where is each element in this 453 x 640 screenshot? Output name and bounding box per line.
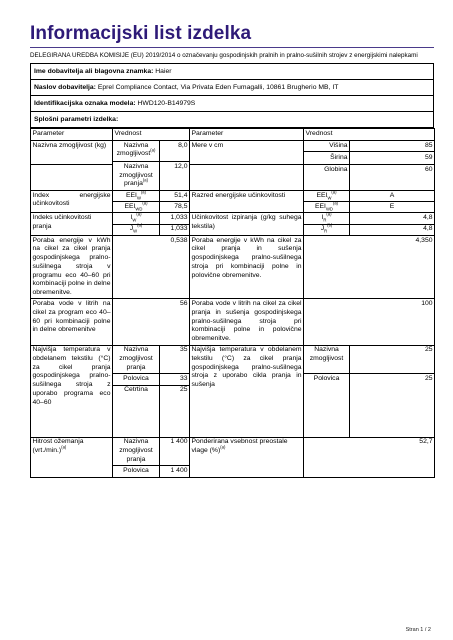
water-label: Poraba vode v litrih na cikel za program eco 40–60 pri kombinaciji polne in delne obremenitve: [31, 299, 113, 345]
spin-half-label: Polovica: [113, 466, 160, 477]
temp-half-label: Polovica: [113, 374, 160, 385]
jw-value: 1,033: [160, 224, 190, 235]
spin-rated-value: 1 400: [160, 437, 190, 466]
temp-rated-label: Nazivna zmogljivost pranja: [113, 345, 160, 374]
depth-label: Globina: [304, 164, 350, 190]
document-title: Informacijski list izdelka: [30, 23, 252, 44]
rinse-label: Učinkovitost izpiranja (g/kg suhega tekstila): [190, 213, 304, 236]
model-value: HWD120-B14979S: [137, 99, 196, 107]
ir-value: 4,8: [350, 213, 435, 224]
address-row: [31, 80, 434, 96]
iw-label: $I_W^{(a)}$: [113, 213, 160, 224]
document-page: [30, 22, 436, 478]
spin-rated-label: Nazivna zmogljivost pranja: [113, 437, 160, 466]
supplier-value: Haier: [155, 67, 172, 75]
washing-index-label: Indeks učinkovitosti pranja: [31, 213, 113, 236]
supplier-row: [31, 64, 434, 80]
class-wd-value: E: [350, 202, 435, 213]
header-value1: Vrednost: [113, 129, 190, 140]
eei-w-value: 51,4: [160, 190, 190, 201]
general-params-label: Splošni parametri izdelka:: [31, 112, 434, 128]
capacity-label: Nazivna zmogljivost (kg): [31, 140, 113, 164]
spin-half-value: 1 400: [160, 466, 190, 477]
temp-wd-half-label: Polovica: [304, 374, 350, 437]
eei-wd-label: $EEI_{WD}^{(a)}$: [113, 202, 160, 213]
ir-label: $I_R^{(a)}$: [304, 213, 350, 224]
capacity-spacer: [31, 164, 113, 190]
spin-label: Hitrost ožemanja $(vrt./\min.)^{(a)}$: [31, 437, 113, 477]
temp-quarter-label: Četrtina: [113, 385, 160, 437]
jw-label: $J_W^{(a)}$: [113, 224, 160, 235]
energy-wd-value: 4,350: [304, 235, 435, 299]
temp-quarter-value: 25: [160, 385, 190, 437]
supplier-label: Ime dobavitelja ali blagovna znamka:: [34, 67, 154, 75]
page-number: Stran 1 / 2: [405, 627, 431, 633]
moisture-label: Ponderirana vsebnost preostale vlage (%)$^{(a)}$: [190, 437, 304, 477]
header-row: [31, 129, 435, 140]
height-value: 85: [350, 140, 435, 151]
jr-value: 4,8: [350, 224, 435, 235]
regulation-text: DELEGIRANA UREDBA KOMISIJE (EU) 2019/2014 o označevanju gospodinjskih pralnih in pralno-sušilnih strojev z energijskimi nalepkami: [30, 52, 418, 59]
address-label: Naslov dobavitelja:: [34, 83, 96, 91]
energy-class-label: Razred energijske učinkovitosti: [190, 190, 304, 213]
temp-rated-value: 35: [160, 345, 190, 374]
temp-half-value: 33: [160, 374, 190, 385]
temp-label: Najvišja temperatura v obdelanem tekstilu (°C) za cikel pranja gospodinjskega pralno-sušilnega stroja z uporabo programa eco 40–60: [31, 345, 113, 437]
supplier-info-table: [30, 63, 434, 128]
header-value2: Vrednost: [304, 129, 435, 140]
water-wd-value: 100: [304, 299, 435, 345]
class-wd-label: $EEI_{WD}^{(a)}$: [304, 202, 350, 213]
parameters-table: [30, 128, 435, 477]
energy-wd-label: Poraba energije v kWh na cikel za cikel pranja in sušenja gospodinjskega pralno-sušilnega stroja pri kombinaciji polne in polovične obremenitve.: [190, 235, 304, 299]
eei-label: Index energijske učinkovitosti: [31, 190, 113, 213]
temp-wd-label: Najvišja temperatura v obdelanem tekstilu (°C) za cikel pranja gospodinjskega pralno-sušilnega stroja z uporabo cikla pranja in sušenja: [190, 345, 304, 437]
iw-value: 1,033: [160, 213, 190, 224]
capacity-sub1-label: Nazivna zmogljivost$^{(a)}$: [113, 140, 160, 161]
width-value: 59: [350, 152, 435, 165]
class-w-value: A: [350, 190, 435, 201]
address-value: Eprel Compliance Contact, Via Privata Eden Fumagalli, 10861 Brugherio MB, IT: [97, 83, 339, 91]
model-row: [31, 96, 434, 112]
temp-wd-rated-value: 25: [350, 345, 435, 374]
title-rule: [30, 47, 434, 48]
dimensions-label: Mere v cm: [190, 140, 304, 164]
capacity-sub2-label: Nazivna zmogljivost pranja$^{(a)}$: [113, 162, 160, 191]
height-label: Višina: [304, 140, 350, 151]
eei-w-label: $EEI_W^{(a)}$: [113, 190, 160, 201]
header-param1: Parameter: [31, 129, 113, 140]
model-label: Identifikacijska oznaka modela:: [34, 99, 136, 107]
capacity-sub2-value: 12,0: [160, 162, 190, 191]
dimensions-spacer: [190, 164, 304, 190]
capacity-sub1-value: 8,0: [160, 140, 190, 161]
header-param2: Parameter: [190, 129, 304, 140]
jr-label: $J_R^{(b)}$: [304, 224, 350, 235]
water-value: 56: [113, 299, 190, 345]
eei-wd-value: 78,5: [160, 202, 190, 213]
moisture-value: 52,7: [304, 437, 435, 477]
water-wd-label: Poraba vode v litrih na cikel za cikel pranja in sušenja gospodinjskega pralno-sušilnega stroja pri kombinaciji polne in polovične obremenitve.: [190, 299, 304, 345]
width-label: Širina: [304, 152, 350, 165]
temp-wd-rated-label: Nazivna zmogljivost: [304, 345, 350, 374]
depth-value: 60: [350, 164, 435, 190]
energy-value: 0,538: [113, 235, 190, 299]
class-w-label: $EEI_W^{(a)}$: [304, 190, 350, 201]
energy-label: Poraba energije v kWh na cikel za cikel pranja gospodinjskega pralno-sušilnega stroja v programu eco 40–60 pri kombinaciji polne in delne obremenitve.: [31, 235, 113, 299]
temp-wd-half-value: 25: [350, 374, 435, 437]
